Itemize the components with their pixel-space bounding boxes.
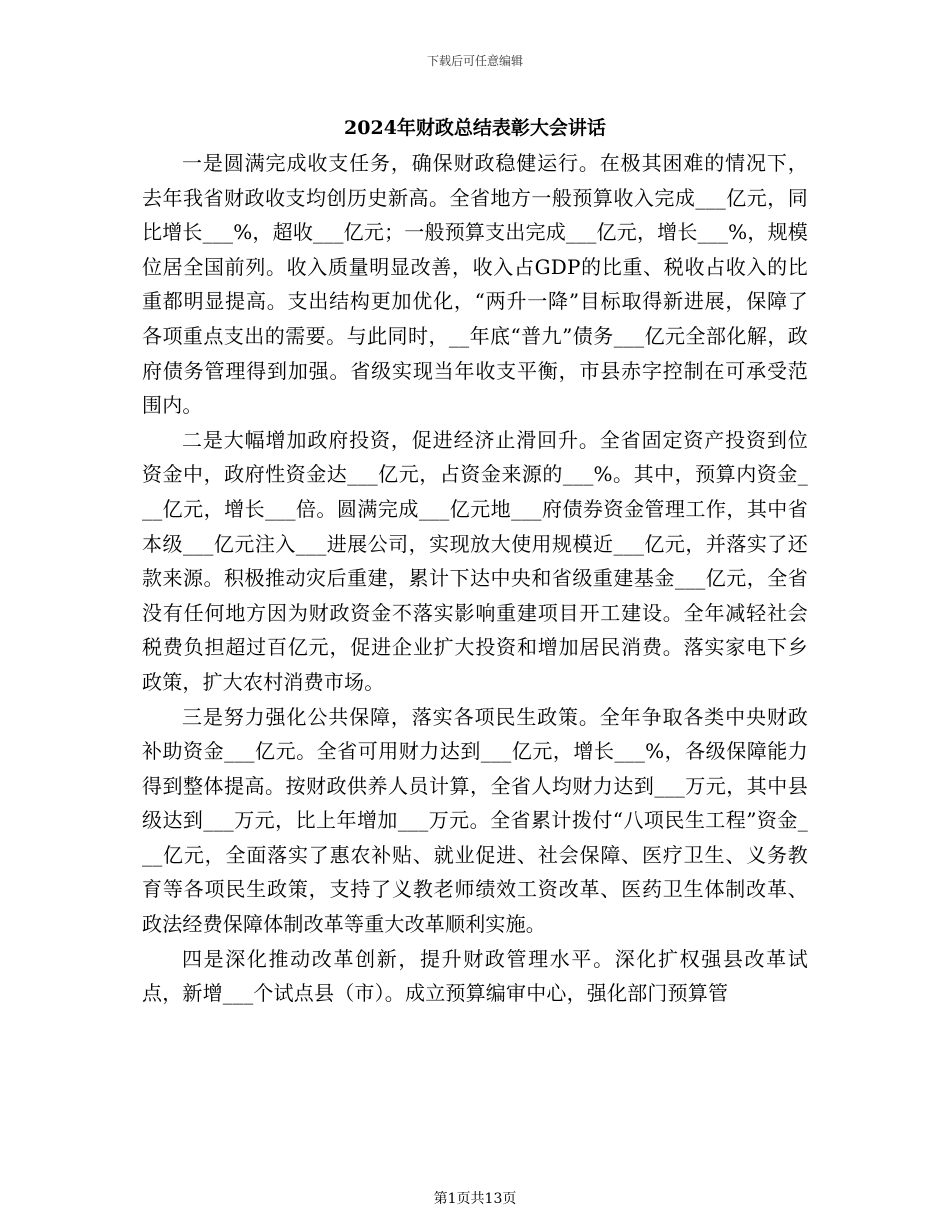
paragraph-2: 二是大幅增加政府投资，促进经济止滑回升。全省固定资产投资到位资金中，政府性资金达___亿元，占资金来源的___%。其中，预算内资金___亿元，增长___倍。圆满完成___亿元地___府债券资金管理工作，其中省本级___亿元注入___进展公司，实现放大使用规模近___亿元，并落实了还款来源。积极推动灾后重建，累计下达中央和省级重建基金___亿元，全省没有任何地方因为财政资金不落实影响重建项目开工建设。全年减轻社会税费负担超过百亿元，促进企业扩大投资和增加居民消费。落实家电下乡政策，扩大农村消费市场。 [142,427,808,694]
paragraph-4: 四是深化推动改革创新，提升财政管理水平。深化扩权强县改革试点，新增___个试点县（市）。成立预算编审中心，强化部门预算管 [142,946,808,1006]
paragraph-1: 一是圆满完成收支任务，确保财政稳健运行。在极其困难的情况下，去年我省财政收支均创历史新高。全省地方一般预算收入完成___亿元，同比增长___%，超收___亿元；一般预算支出完成___亿元，增长___%，规模位居全国前列。收入质量明显改善，收入占GDP的比重、税收占收入的比重都明显提高。支出结构更加优化，“两升一降”目标取得新进展，保障了各项重点支出的需要。与此同时，__年底“普九”债务___亿元全部化解，政府债务管理得到加强。省级实现当年收支平衡，市县赤字控制在可承受范围内。 [142,151,808,418]
page-footer: 第1页共13页 [433,1191,517,1207]
header-note: 下载后可任意编辑 [426,54,523,68]
document-body [142,146,808,1011]
paragraph-3: 三是努力强化公共保障，落实各项民生政策。全年争取各类中央财政补助资金___亿元。全省可用财力达到___亿元，增长___%，各级保障能力得到整体提高。按财政供养人员计算，全省人均财力达到___万元，其中县级达到___万元，比上年增加___万元。全省累计拨付“八项民生工程”资金___亿元，全面落实了惠农补贴、就业促进、社会保障、医疗卫生、义务教育等各项民生政策，支持了义教老师绩效工资改革、医药卫生体制改革、政法经费保障体制改革等重大改革顺利实施。 [142,704,808,937]
document-title: 2024年财政总结表彰大会讲话 [344,117,606,139]
